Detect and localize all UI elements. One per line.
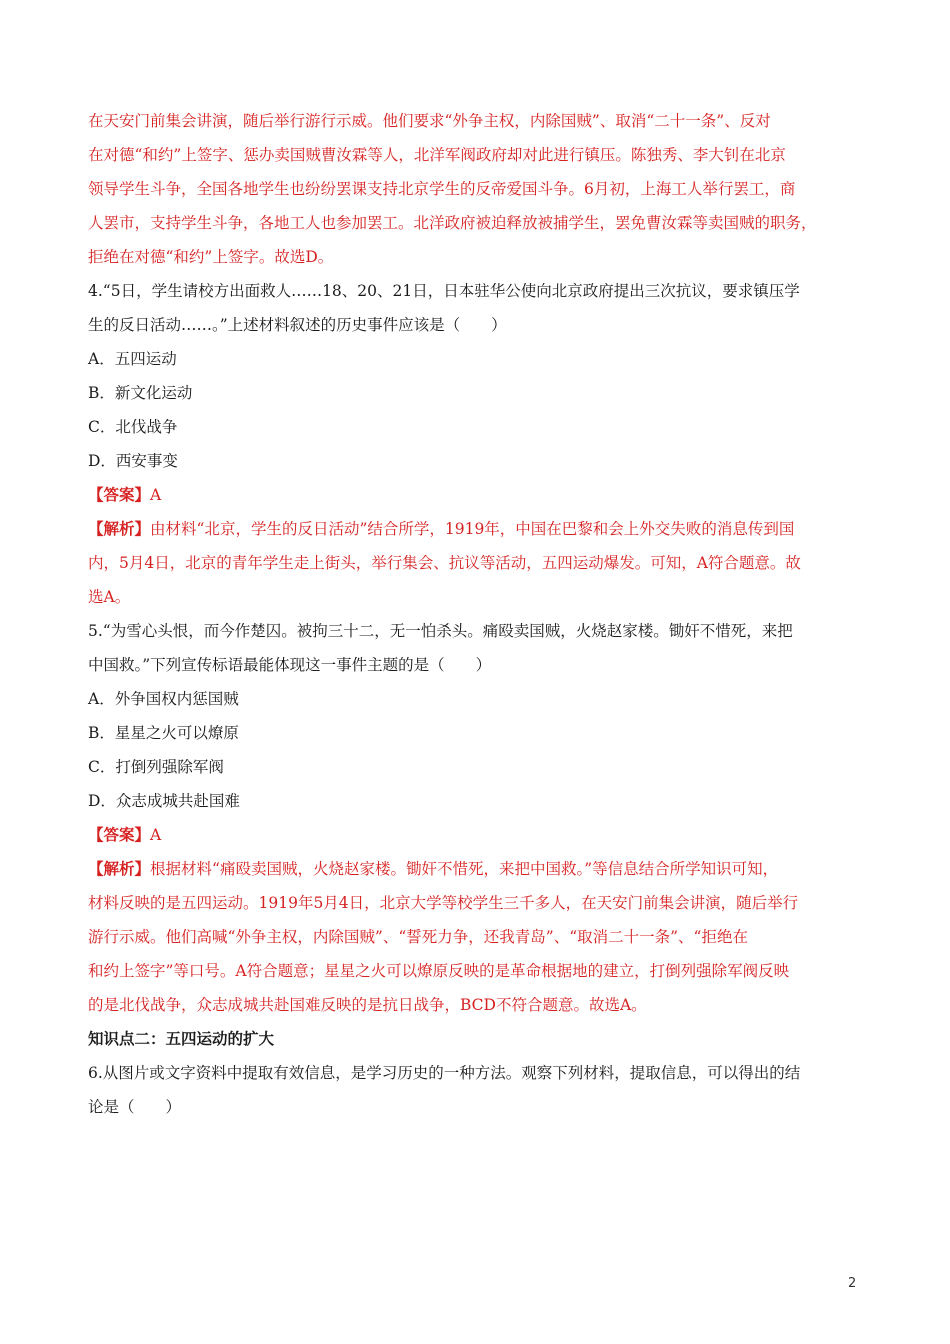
text-line: 在对德“和约”上签字、惩办卖国贼曹汝霖等人，北洋军阀政府却对此进行镇压。陈独秀、李大钊在北京 bbox=[88, 146, 786, 164]
option-a: A．五四运动 bbox=[88, 350, 177, 368]
option-b: B．星星之火可以燎原 bbox=[88, 724, 239, 742]
text-line: 选A。 bbox=[88, 588, 131, 606]
answer-value: A bbox=[150, 486, 162, 504]
explain-label: 【解析】 bbox=[88, 519, 151, 538]
text-line: 内，5月4日，北京的青年学生走上街头，举行集会、抗议等活动，五四运动爆发。可知，A符合题意。故 bbox=[88, 554, 801, 572]
text-line: 拒绝在对德“和约”上签字。故选D。 bbox=[88, 248, 334, 266]
document-page bbox=[88, 104, 868, 1124]
question-stem: 6.从图片或文字资料中提取有效信息，是学习历史的一种方法。观察下列材料，提取信息，可以得出的结 bbox=[88, 1064, 801, 1082]
page-number: 2 bbox=[848, 1276, 857, 1291]
explain-text: 根据材料“痛殴卖国贼，火烧赵家楼。锄奸不惜死，来把中国救。”等信息结合所学知识可知， bbox=[150, 860, 779, 878]
section-heading: 知识点二：五四运动的扩大 bbox=[88, 1029, 275, 1048]
text-line: 和约上签字”等口号。A符合题意；星星之火可以燎原反映的是革命根据地的建立，打倒列强除军阀反映 bbox=[88, 962, 790, 980]
question-4 bbox=[88, 274, 868, 614]
answer-label: 【答案】 bbox=[88, 485, 151, 504]
question-stem: 生的反日活动……。”上述材料叙述的历史事件应该是（ ） bbox=[88, 316, 507, 334]
answer-line bbox=[88, 478, 868, 512]
explain-label: 【解析】 bbox=[88, 859, 151, 878]
option-d: D．西安事变 bbox=[88, 452, 178, 470]
option-d: D．众志成城共赴国难 bbox=[88, 792, 240, 810]
text-line: 在天安门前集会讲演，随后举行游行示威。他们要求“外争主权，内除国贼”、取消“二十一条”、反对 bbox=[88, 112, 771, 130]
option-c: C．打倒列强除军阀 bbox=[88, 758, 224, 776]
explanation bbox=[88, 512, 868, 614]
question-stem: 4.“5日，学生请校方出面救人……18、20、21日，日本驻华公使向北京政府提出三次抗议，要求镇压学 bbox=[88, 282, 800, 300]
text-line: 的是北伐战争，众志成城共赴国难反映的是抗日战争，BCD不符合题意。故选A。 bbox=[88, 996, 647, 1014]
option-c: C．北伐战争 bbox=[88, 418, 178, 436]
question-stem: 5.“为雪心头恨，而今作楚囚。被拘三十二，无一怕杀头。痛殴卖国贼，火烧赵家楼。锄奸不惜死，来把 bbox=[88, 622, 793, 640]
text-line bbox=[88, 852, 868, 886]
answer-label: 【答案】 bbox=[88, 825, 151, 844]
explain-text: 由材料“北京，学生的反日活动”结合所学，1919年，中国在巴黎和会上外交失败的消息传到国 bbox=[150, 520, 795, 538]
question-5 bbox=[88, 614, 868, 1022]
question-stem: 论是（ ） bbox=[88, 1098, 182, 1116]
question-6 bbox=[88, 1056, 868, 1124]
option-b: B．新文化运动 bbox=[88, 384, 193, 402]
question-stem: 中国救。”下列宣传标语最能体现这一事件主题的是（ ） bbox=[88, 656, 492, 674]
option-a: A．外争国权内惩国贼 bbox=[88, 690, 239, 708]
answer-value: A bbox=[150, 826, 162, 844]
text-line bbox=[88, 512, 868, 546]
answer-line bbox=[88, 818, 868, 852]
text-line: 材料反映的是五四运动。1919年5月4日，北京大学等校学生三千多人，在天安门前集会讲演，随后举行 bbox=[88, 894, 799, 912]
explanation bbox=[88, 852, 868, 1022]
text-line: 领导学生斗争，全国各地学生也纷纷罢课支持北京学生的反帝爱国斗争。6月初，上海工人举行罢工，商 bbox=[88, 180, 796, 198]
text-line: 游行示威。他们高喊“外争主权，内除国贼”、“誓死力争，还我青岛”、“取消二十一条”、“拒绝在 bbox=[88, 928, 748, 946]
intro-explanation bbox=[88, 104, 868, 274]
text-line: 人罢市，支持学生斗争，各地工人也参加罢工。北洋政府被迫释放被捕学生，罢免曹汝霖等卖国贼的职务， bbox=[88, 214, 817, 232]
